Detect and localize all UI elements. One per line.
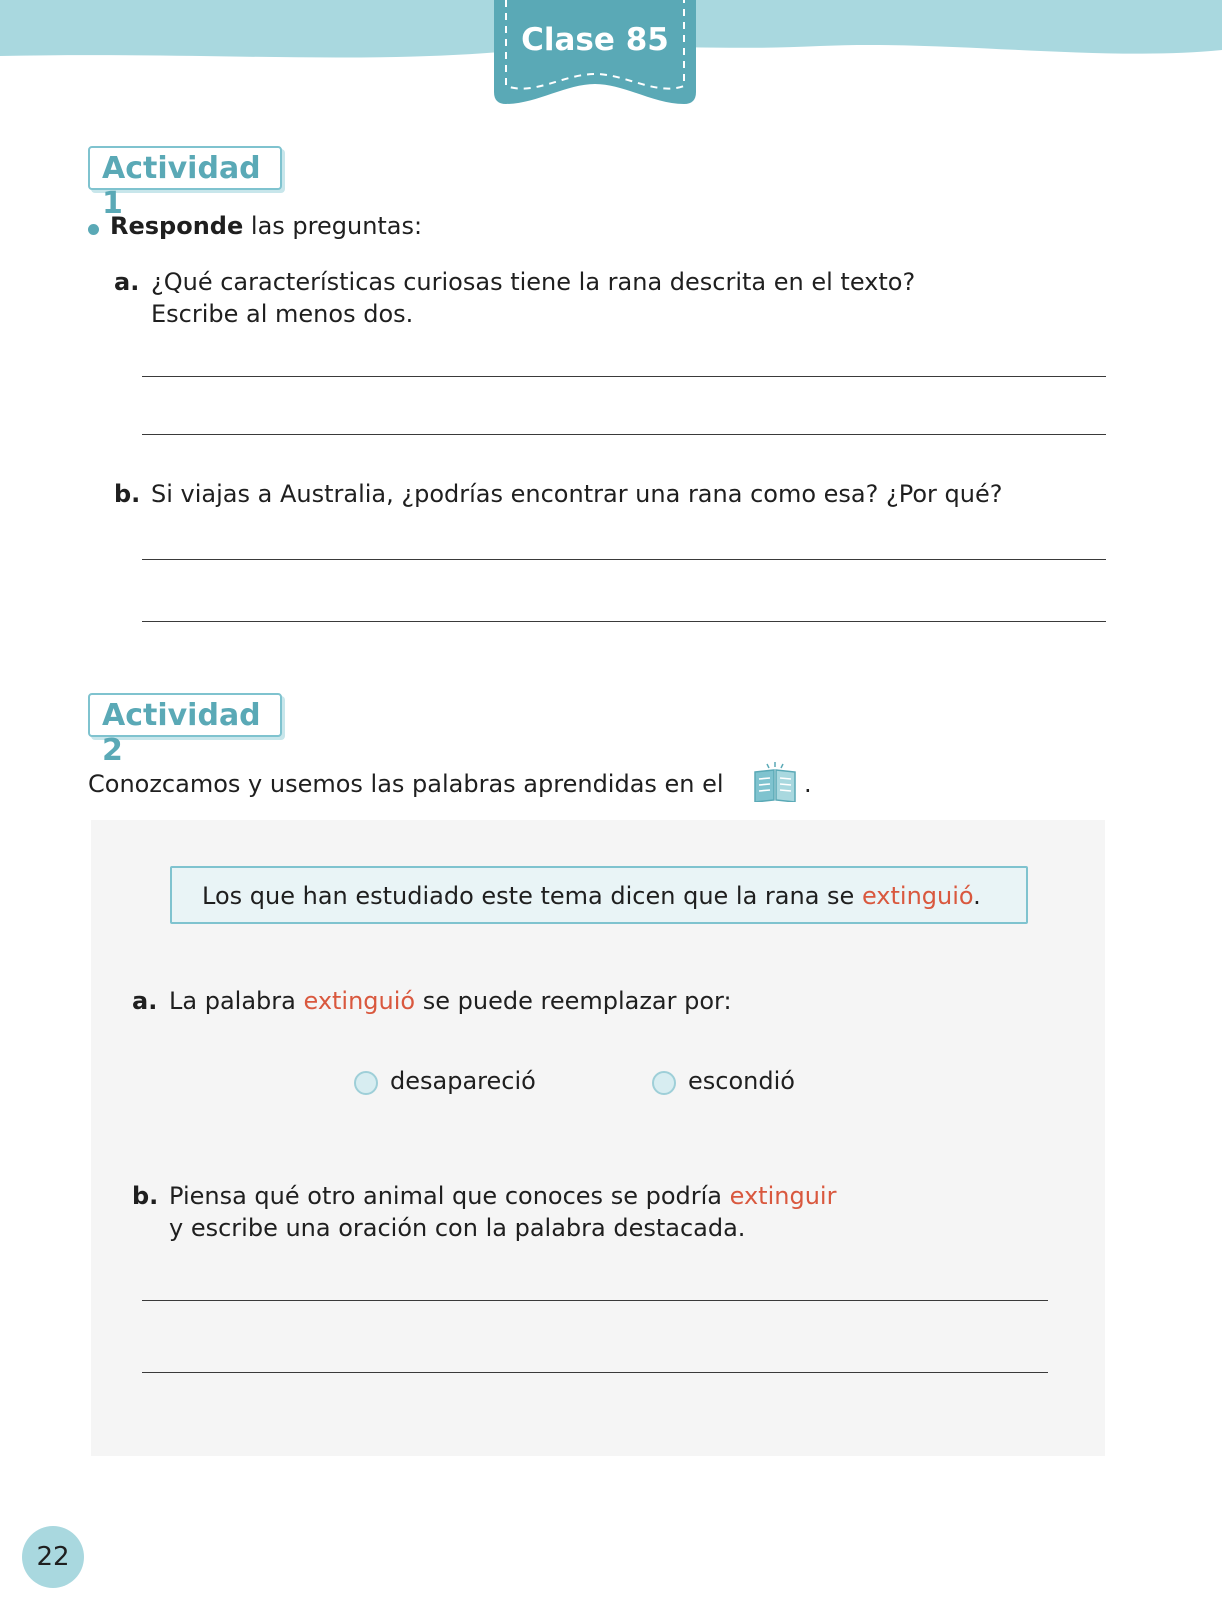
- question-a-text: La palabra extinguió se puede reemplazar por:: [169, 987, 732, 1015]
- example-sentence: Los que han estudiado este tema dicen que la rana se extinguió.: [202, 882, 981, 910]
- question-a-line1: ¿Qué características curiosas tiene la rana descrita en el texto?: [151, 268, 916, 296]
- question-b-line1: Piensa qué otro animal que conoces se podría extinguir: [169, 1182, 837, 1210]
- actividad-2-intro: Conozcamos y usemos las palabras aprendidas en el: [88, 770, 724, 798]
- option-desaparecio-label: desapareció: [390, 1067, 536, 1095]
- question-a-marker: a.: [114, 268, 140, 296]
- question-b-marker: b.: [132, 1182, 159, 1210]
- bullet-dot: [88, 224, 99, 235]
- answer-line[interactable]: [142, 434, 1106, 435]
- answer-line[interactable]: [142, 1300, 1048, 1301]
- open-book-icon: [752, 760, 798, 802]
- question-a-line2: Escribe al menos dos.: [151, 300, 414, 328]
- highlighted-word: extinguió: [303, 987, 416, 1015]
- actividad-1-title: Actividad 1: [102, 151, 261, 221]
- clase-title: Clase 85: [521, 22, 669, 58]
- option-escondio-radio[interactable]: [652, 1071, 676, 1095]
- actividad-1-badge: [88, 146, 282, 221]
- answer-line[interactable]: [142, 1372, 1048, 1373]
- option-escondio-label: escondió: [688, 1067, 795, 1095]
- question-b-marker: b.: [114, 480, 141, 508]
- question-b-line2: y escribe una oración con la palabra destacada.: [169, 1214, 746, 1242]
- actividad-2-title: Actividad 2: [102, 698, 261, 768]
- page-number: 22: [22, 1526, 84, 1588]
- intro-period: .: [804, 770, 812, 798]
- option-desaparecio-radio[interactable]: [354, 1071, 378, 1095]
- answer-line[interactable]: [142, 559, 1106, 560]
- answer-line[interactable]: [142, 376, 1106, 377]
- actividad-2-badge: [88, 693, 282, 768]
- answer-line[interactable]: [142, 621, 1106, 622]
- question-b-line1: Si viajas a Australia, ¿podrías encontrar una rana como esa? ¿Por qué?: [151, 480, 1003, 508]
- highlighted-word: extinguir: [729, 1182, 837, 1210]
- question-a-marker: a.: [132, 987, 158, 1015]
- instruction-text: Responde las preguntas:: [110, 212, 423, 240]
- highlighted-word: extinguió: [861, 882, 974, 910]
